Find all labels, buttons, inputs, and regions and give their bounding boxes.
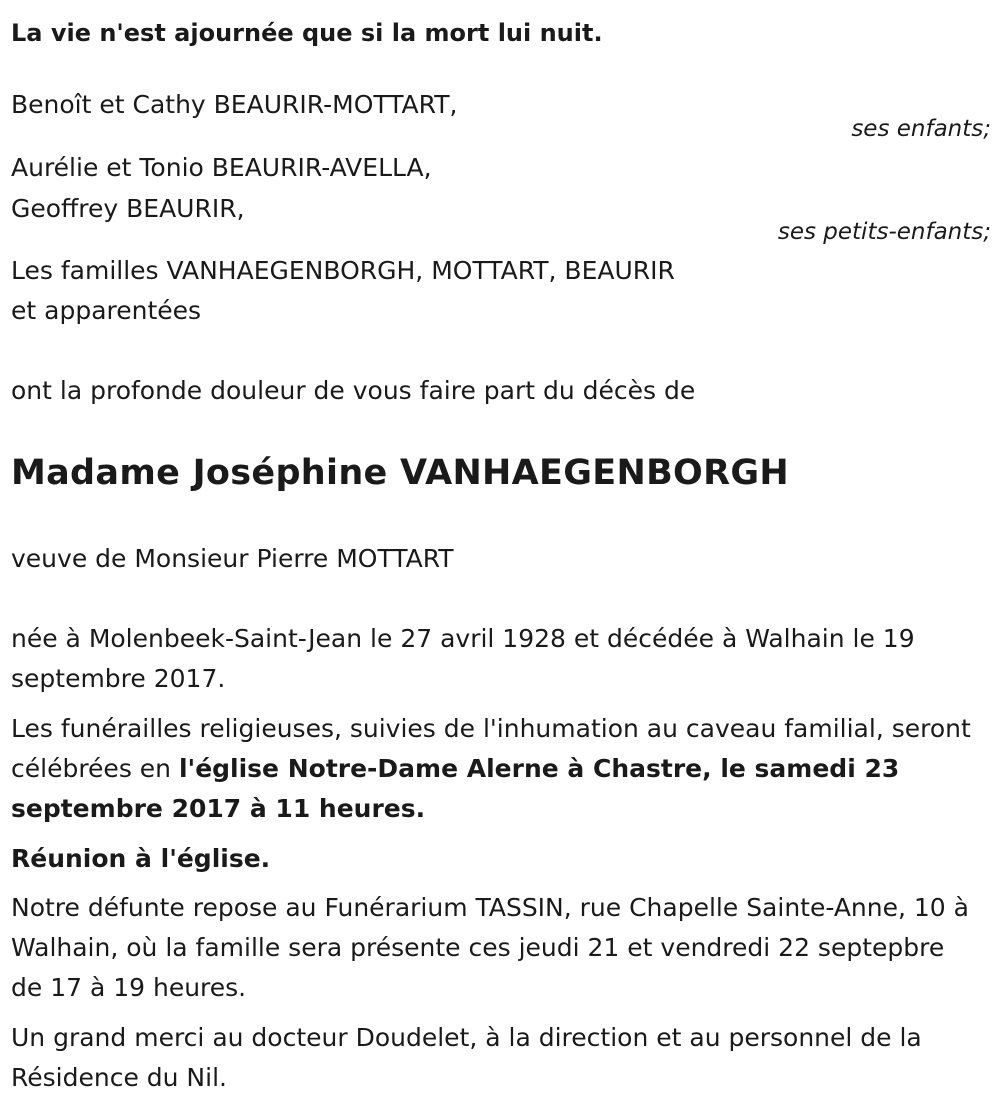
epigraph: La vie n'est ajournée que si la mort lui nuit.	[11, 19, 603, 47]
grandchildren-names-2: Geoffrey BEAURIR,	[11, 194, 245, 223]
funeral-place-time: l'église Notre-Dame Alerne à Chastre, le samedi 23 septembre 2017 à 11 heures.	[11, 754, 900, 823]
grandchildren-role: ses petits-enfants;	[777, 219, 991, 245]
announcement: ont la profonde douleur de vous faire part du décès de	[11, 376, 696, 405]
families-line-1: Les familles VANHAEGENBORGH, MOTTART, BEAURIR	[11, 256, 675, 285]
families-line-2: et apparentées	[11, 296, 202, 325]
children-role: ses enfants;	[851, 116, 991, 142]
widow-of: veuve de Monsieur Pierre MOTTART	[11, 544, 454, 573]
children-names: Benoît et Cathy BEAURIR-MOTTART,	[11, 90, 458, 119]
thanks-paragraph: Un grand merci au docteur Doudelet, à la direction et au personnel de la Résidence du Nil.	[11, 1023, 922, 1092]
funeral-paragraph	[11, 709, 996, 829]
funeral-intro: Les funérailles religieuses, suivies de l'inhumation au caveau familial, seront célébrées en	[11, 714, 971, 783]
grandchildren-names-1: Aurélie et Tonio BEAURIR-AVELLA,	[11, 153, 432, 182]
deceased-name: Madame Joséphine VANHAEGENBORGH	[11, 453, 789, 493]
meeting: Réunion à l'église.	[11, 844, 271, 873]
birth-death: née à Molenbeek-Saint-Jean le 27 avril 1928 et décédée à Walhain le 19 septembre 2017.	[11, 624, 915, 693]
repose-paragraph: Notre défunte repose au Funérarium TASSIN, rue Chapelle Sainte-Anne, 10 à Walhain, où la famille sera présente ces jeudi 21 et vendredi 22 septepbre de 17 à 19 heures.	[11, 893, 969, 1002]
